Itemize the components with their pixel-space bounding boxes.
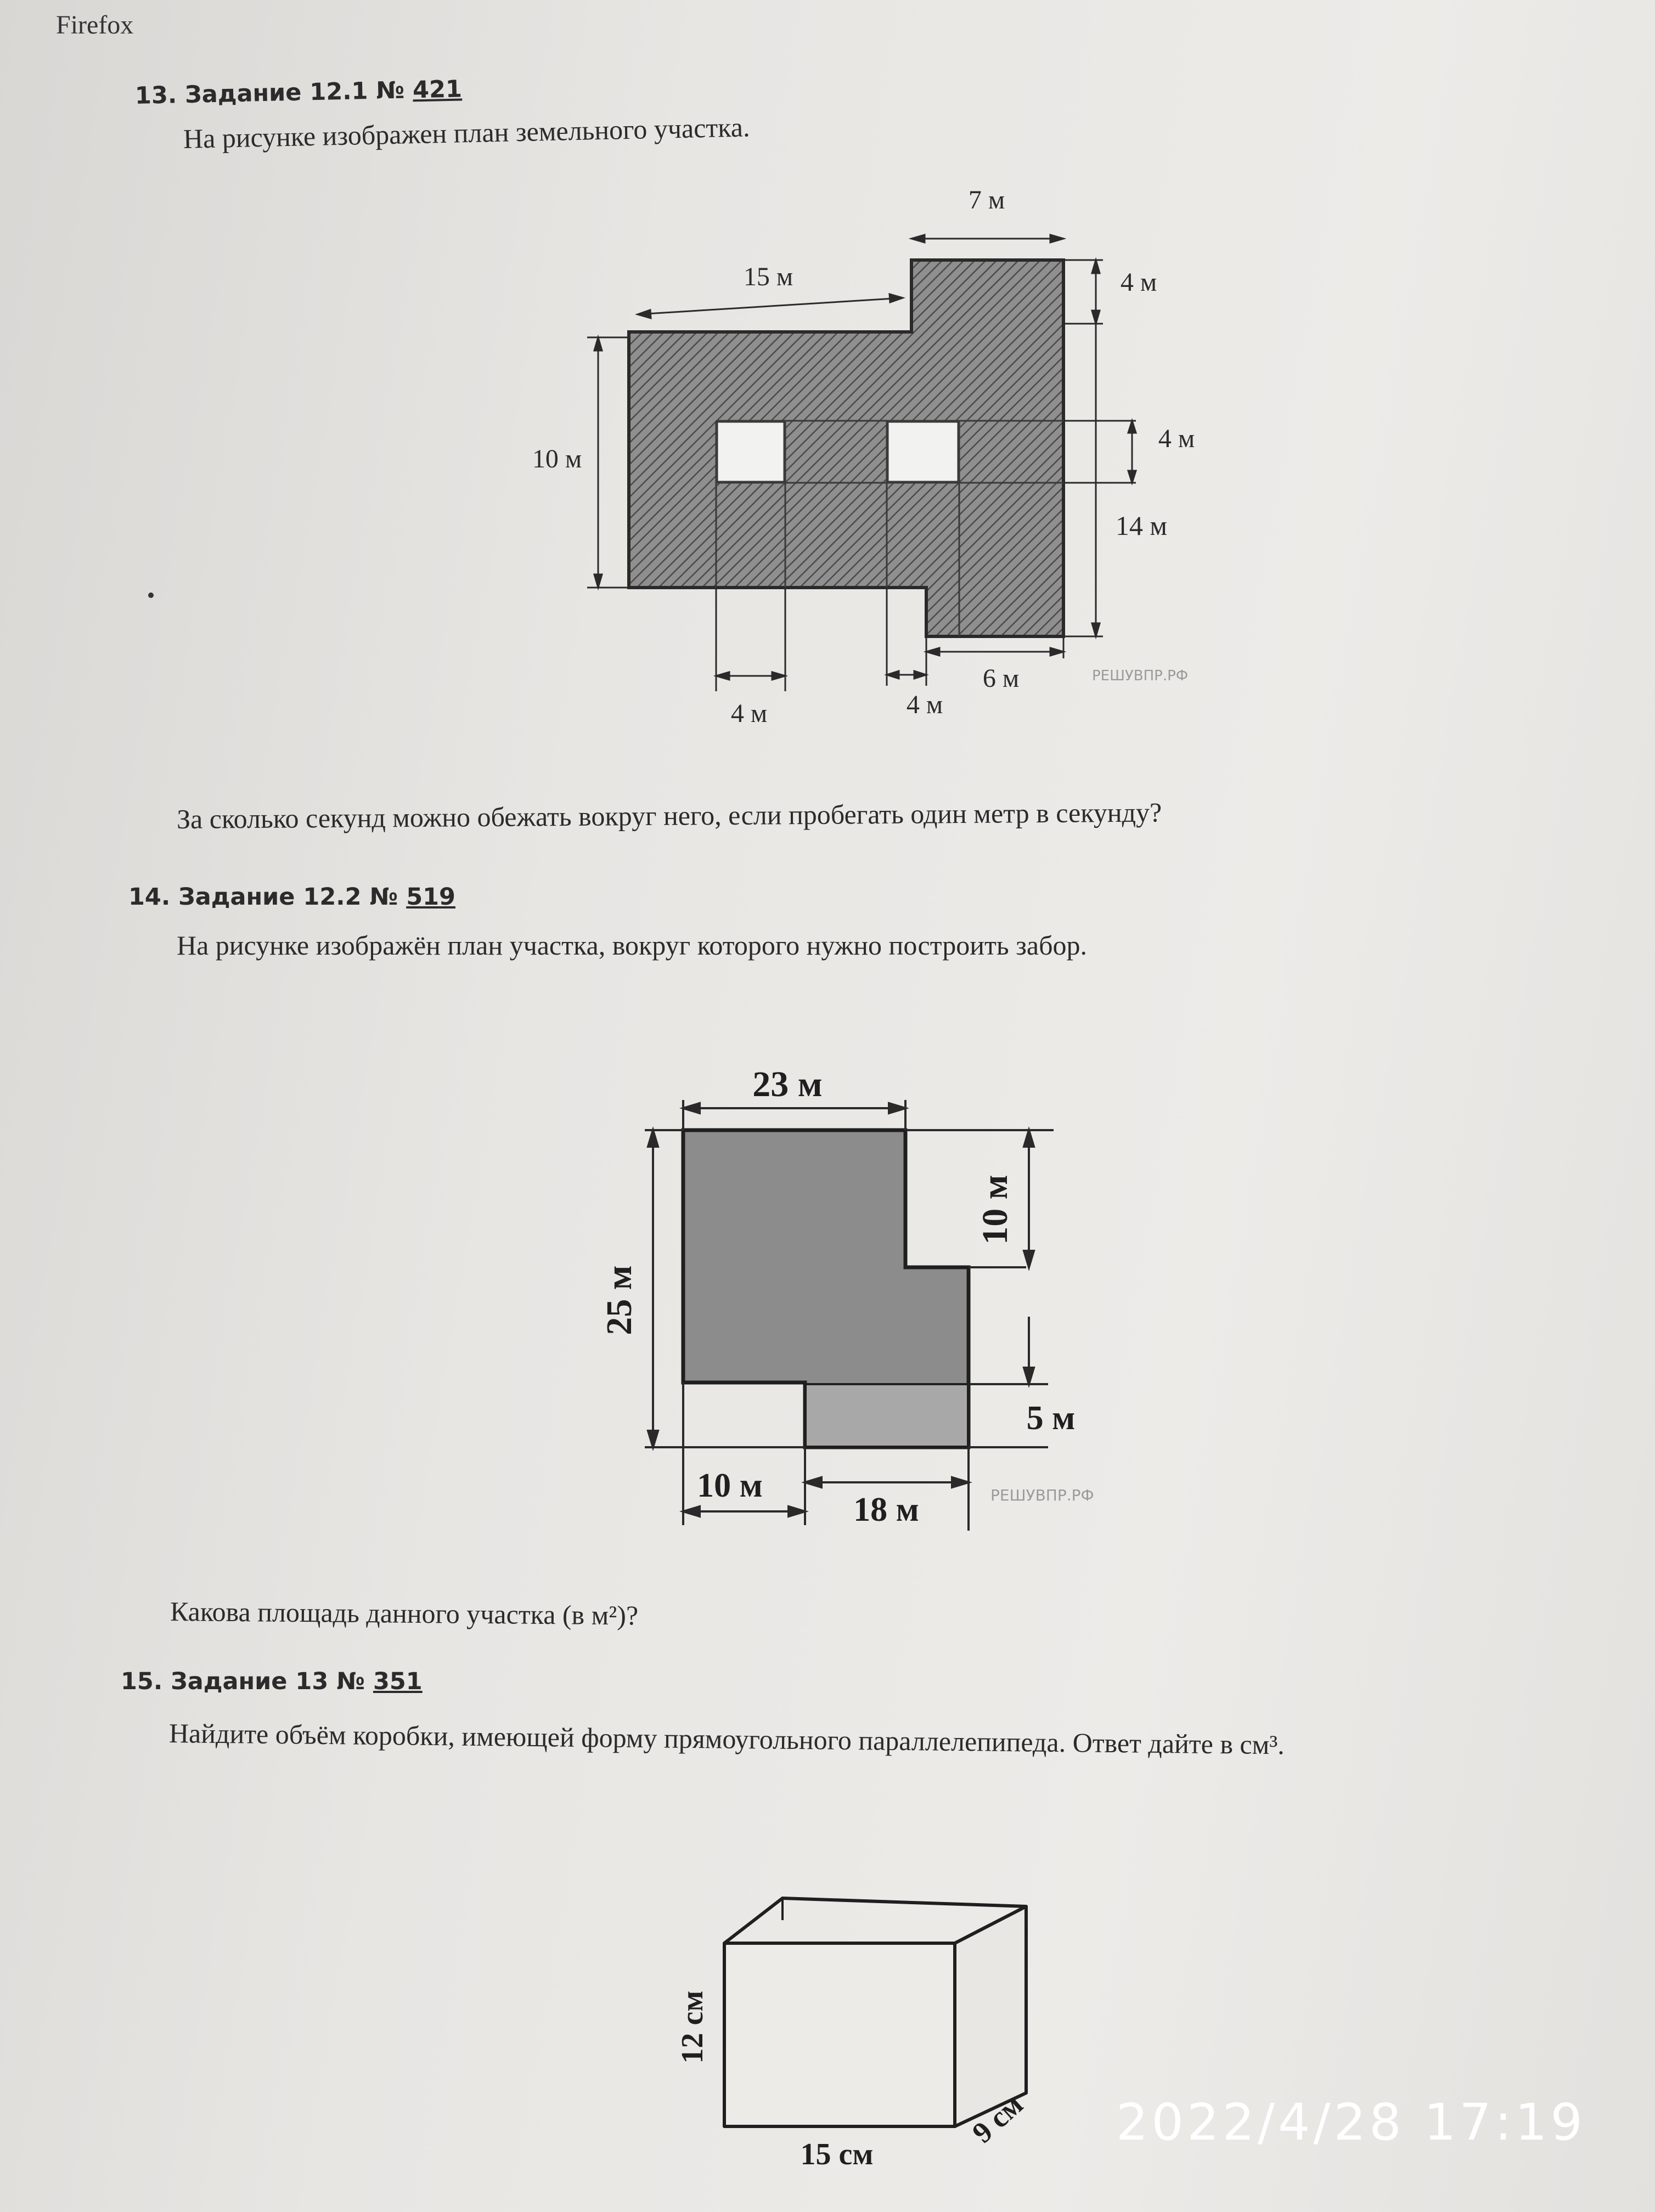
dim-4m-middle: 4 м <box>1158 424 1195 453</box>
browser-name: Firefox <box>56 10 134 40</box>
dim-14m: 14 м <box>1115 510 1168 541</box>
task-15-number-link[interactable]: 351 <box>373 1668 423 1695</box>
watermark-13: РЕШУВПР.РФ <box>1092 668 1189 684</box>
dim-10m-vertical: 10 м <box>975 1175 1015 1245</box>
dim-23m: 23 м <box>752 1064 823 1104</box>
task-14-text: На рисунке изображён план участка, вокруг которого нужно построить забор. <box>177 930 1088 961</box>
dim-12cm: 12 см <box>675 1990 710 2064</box>
dim-9cm: 9 см <box>966 2087 1029 2149</box>
task-13-number-link[interactable]: 421 <box>412 75 463 104</box>
task-15-title <box>121 1668 423 1695</box>
plot-light-part <box>807 1385 967 1446</box>
dim-4m-bottom-left: 4 м <box>730 699 768 728</box>
task-14-figure <box>576 1053 1125 1547</box>
stray-dot <box>148 592 154 598</box>
dim-15cm: 15 см <box>800 2137 874 2171</box>
dim-15m: 15 м <box>743 262 793 291</box>
dim-4m-top: 4 м <box>1120 268 1157 297</box>
cutout-left <box>717 422 784 482</box>
dim-18m: 18 м <box>853 1491 919 1528</box>
photo-timestamp: 2022/4/28 17:19 <box>1116 2093 1586 2152</box>
task-14-title-prefix: 14. Задание 12.2 № <box>128 883 398 911</box>
task-14-title <box>128 883 455 911</box>
dim-4m-bottom-middle: 4 м <box>906 690 943 719</box>
bleed-through-text <box>1201 7 1626 508</box>
task-14-number-link[interactable]: 519 <box>406 883 455 911</box>
task-13-question: За сколько секунд можно обежать вокруг него, если пробегать один метр в секунду? <box>176 797 1162 834</box>
task-14-question: Какова площадь данного участка (в м²)? <box>170 1596 639 1631</box>
cutout-right <box>888 422 958 482</box>
dim-10m: 10 м <box>532 444 582 473</box>
task-15-text: Найдите объём коробки, имеющей форму прямоугольного параллелепипеда. Ответ дайте в см³. <box>168 1718 1285 1760</box>
watermark-14: РЕШУВПР.РФ <box>990 1486 1094 1504</box>
task-13-text: На рисунке изображен план земельного участка. <box>183 111 750 154</box>
dim-5m: 5 м <box>1026 1400 1076 1437</box>
dim-6m: 6 м <box>982 664 1020 693</box>
task-15-title-prefix: 15. Задание 13 № <box>121 1668 365 1695</box>
box-front-face <box>724 1943 955 2126</box>
dim-10m-bottom: 10 м <box>697 1467 763 1504</box>
task-13-figure <box>494 176 1262 752</box>
plot-shape <box>629 260 1063 636</box>
task-13-title-prefix: 13. Задание 12.1 № <box>134 76 405 110</box>
dim-7m: 7 м <box>968 185 1005 215</box>
dim-25m: 25 м <box>599 1265 639 1335</box>
task-15-figure <box>648 1876 1076 2183</box>
